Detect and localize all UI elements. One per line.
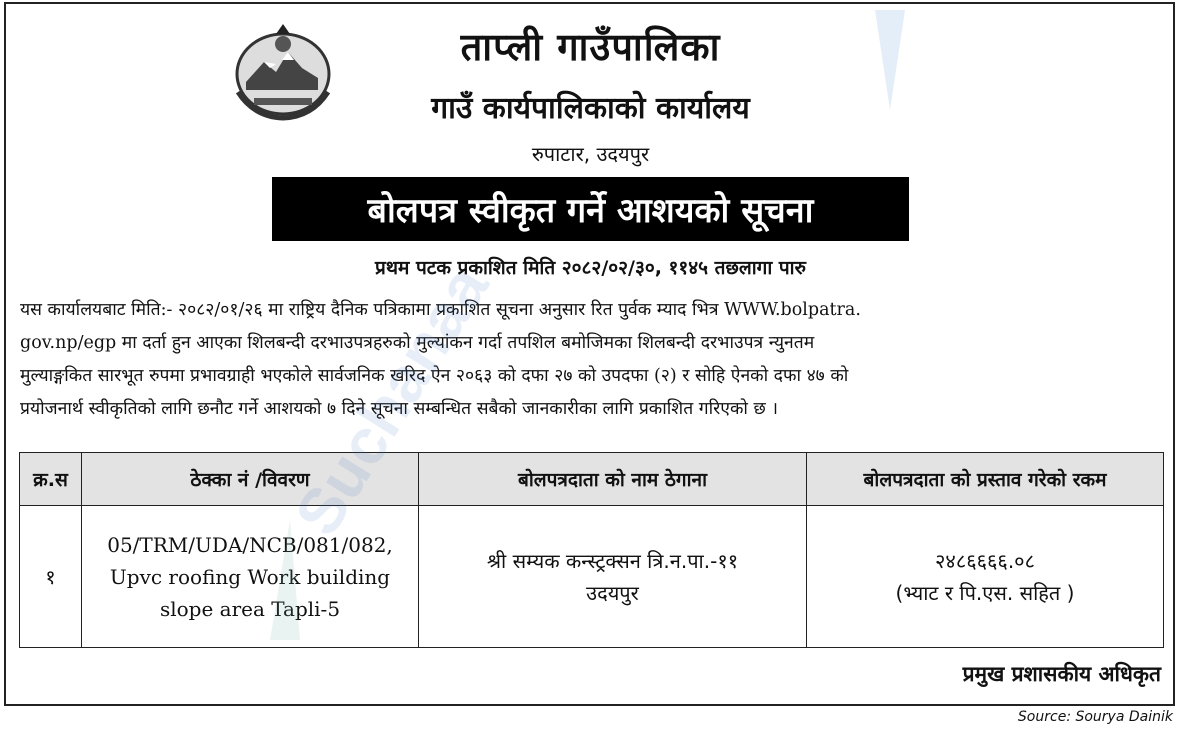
municipality-title: ताप्ली गाउँपालिका (460, 25, 721, 69)
cell-amount (807, 506, 1164, 648)
body-line: मुल्याङ्गकित सारभूत रुपमा प्रभावग्राही भएकोले सार्वजनिक खरिद ऐन २०६३ को दफा २७ को उपदफा (२) र सोहि ऐनको दफा ४७ को (20, 366, 849, 386)
bid-table (19, 452, 1164, 648)
contract-line: slope area Tapli-5 (159, 596, 341, 621)
notice-body (20, 294, 1162, 426)
header-bidder: बोलपत्रदाता को नाम ठेगाना (419, 453, 807, 506)
source-credit: Source: Sourya Dainik (1017, 709, 1173, 725)
office-title: गाउँ कार्यपालिकाको कार्यालय (431, 91, 750, 126)
header-amount: बोलपत्रदाता को प्रस्ताव गरेको रकम (807, 453, 1164, 506)
bidder-address: उदयपुर (586, 580, 639, 605)
header-contract: ठेक्का नं /विवरण (82, 453, 419, 506)
publication-line: प्रथम पटक प्रकाशित मिति २०८२/०२/३०, ११४५ तछलागा पारु (375, 257, 806, 279)
body-line: यस कार्यालयबाट मिति:- २०८२/०१/२६ मा राष्ट्रिय दैनिक पत्रिकामा प्रकाशित सूचना अनुसार रित पुर्वक म्याद भित्र WWW.bolpatra. (20, 300, 861, 320)
notice-title-banner: बोलपत्र स्वीकृत गर्ने आशयको सूचना (272, 177, 909, 241)
cell-sn: १ (20, 506, 82, 648)
cell-contract (82, 506, 419, 648)
office-address: रुपाटार, उदयपुर (531, 142, 650, 166)
bidder-name: श्री सम्यक कन्स्ट्रक्सन त्रि.न.पा.-११ (486, 548, 739, 573)
header-sn: क्र.स (20, 453, 82, 506)
cell-bidder (419, 506, 807, 648)
table-header-row (20, 453, 1164, 506)
body-line: gov.np/egp मा दर्ता हुन आएका शिलबन्दी दरभाउपत्रहरुको मुल्यांकन गर्दा तपशिल बमोजिमका शिलबन्दी दरभाउपत्र न्युनतम (20, 333, 815, 353)
contract-line: Upvc roofing Work building (109, 564, 391, 589)
table-row (20, 506, 1164, 648)
contract-line: 05/TRM/UDA/NCB/081/082, (107, 532, 393, 557)
body-line: प्रयोजनार्थ स्वीकृतिको लागि छनौट गर्ने आशयको ७ दिने सूचना सम्बन्धित सबैको जानकारीका लागि प्रकाशित गरिएको छ । (20, 399, 778, 419)
amount-note: (भ्याट र पि.एस. सहित ) (895, 580, 1075, 605)
signature-title: प्रमुख प्रशासकीय अधिकृत (962, 662, 1161, 686)
watermark-text: Suchanaa (280, 252, 503, 548)
amount-value: २४८६६६६.०८ (935, 548, 1035, 573)
